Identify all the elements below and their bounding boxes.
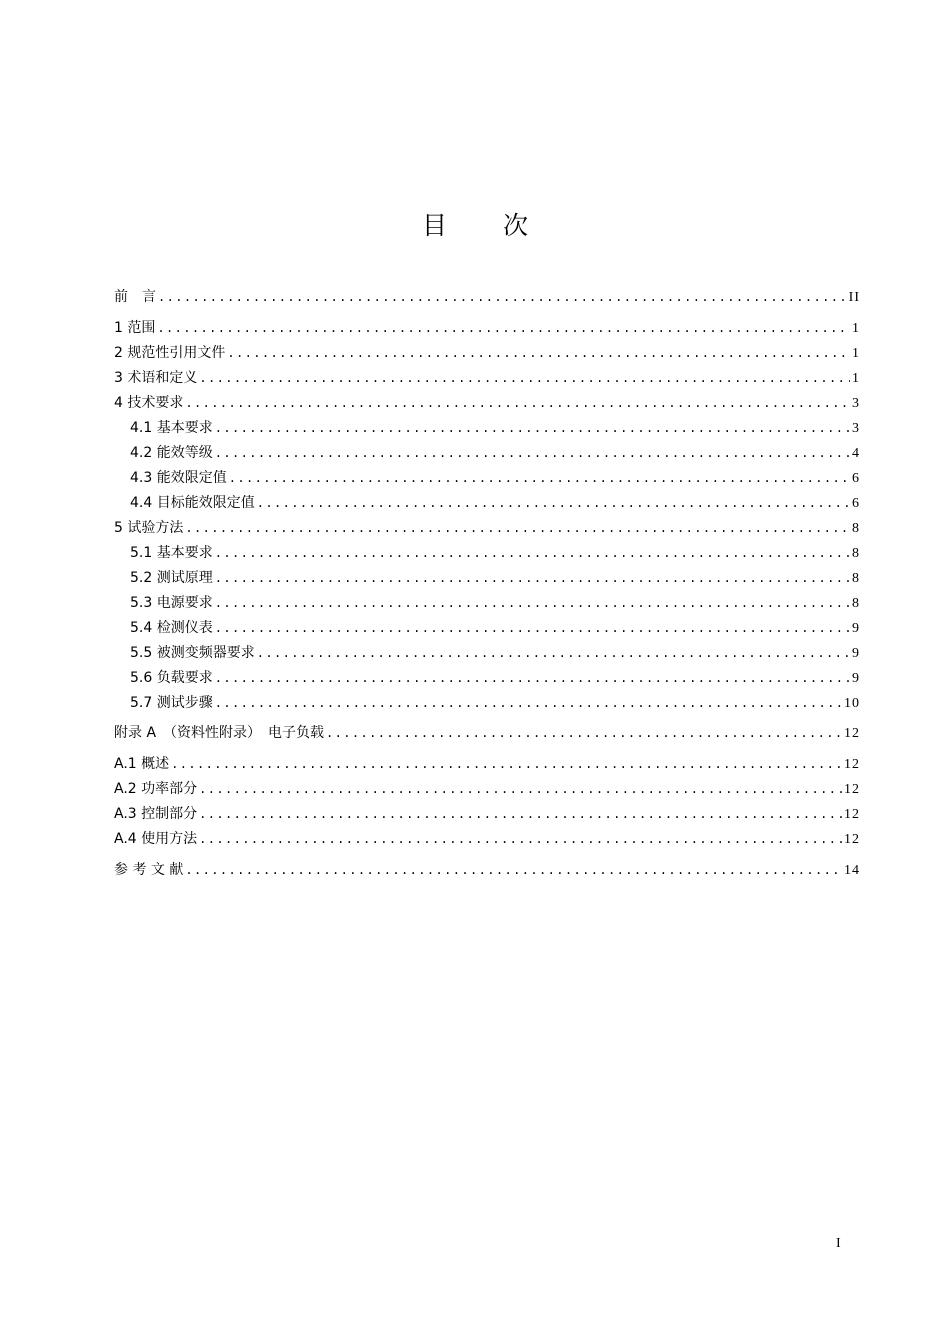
toc-entry-page: 6 bbox=[852, 471, 860, 486]
toc-entry-a-3[interactable] bbox=[114, 804, 860, 824]
toc-entry-4-3[interactable] bbox=[130, 468, 860, 488]
toc-leader-dots bbox=[215, 693, 842, 713]
toc-entry-label: 4.4 目标能效限定值 bbox=[130, 495, 255, 511]
toc-entry-a-2[interactable] bbox=[114, 779, 860, 799]
toc-leader-dots bbox=[257, 493, 850, 513]
toc-leader-dots bbox=[215, 418, 850, 438]
toc-entry-page: 3 bbox=[852, 396, 860, 411]
toc-entry-page: 9 bbox=[852, 646, 860, 661]
toc-leader-dots bbox=[185, 393, 850, 413]
toc-leader-dots bbox=[215, 543, 850, 563]
toc-entry-label: 3 术语和定义 bbox=[114, 370, 198, 386]
toc-entry-page: 9 bbox=[852, 621, 860, 636]
toc-entry-label: 参 考 文 献 bbox=[114, 862, 184, 878]
toc-leader-dots bbox=[157, 318, 850, 338]
toc-leader-dots bbox=[326, 723, 842, 743]
toc-entry-page: 8 bbox=[852, 571, 860, 586]
toc-entry-page: 12 bbox=[844, 807, 860, 822]
toc-entry-5-2[interactable] bbox=[130, 568, 860, 588]
toc-entry-label: 5.5 被测变频器要求 bbox=[130, 645, 255, 661]
toc-leader-dots bbox=[199, 829, 842, 849]
toc-entry-page: 1 bbox=[852, 346, 860, 361]
toc-entry-5-5[interactable] bbox=[130, 643, 860, 663]
toc-entry-page: 1 bbox=[852, 321, 860, 336]
toc-entry-label: 5.6 负载要求 bbox=[130, 670, 213, 686]
toc-entry-label: A.1 概述 bbox=[114, 756, 170, 772]
toc-leader-dots bbox=[158, 287, 847, 307]
toc-entry-5-1[interactable] bbox=[130, 543, 860, 563]
toc-entry-label: 1 范围 bbox=[114, 320, 156, 336]
toc-entry-5-3[interactable] bbox=[130, 593, 860, 613]
toc-entry-label: A.2 功率部分 bbox=[114, 781, 198, 797]
toc-leader-dots bbox=[227, 343, 850, 363]
toc-entry-4[interactable] bbox=[114, 393, 860, 413]
toc-leader-dots bbox=[199, 779, 842, 799]
toc-entry-page: 12 bbox=[844, 782, 860, 797]
toc-entry-a-4[interactable] bbox=[114, 829, 860, 849]
toc-entry-4-4[interactable] bbox=[130, 493, 860, 513]
toc-entry-page: 12 bbox=[844, 757, 860, 772]
toc-entry-label: 4 技术要求 bbox=[114, 395, 184, 411]
toc-entry-label: 4.2 能效等级 bbox=[130, 445, 213, 461]
toc-entry-3[interactable] bbox=[114, 368, 860, 388]
toc-entry-4-1[interactable] bbox=[130, 418, 860, 438]
toc-leader-dots bbox=[215, 618, 850, 638]
toc-entry-label: 5.3 电源要求 bbox=[130, 595, 213, 611]
toc-entry-page: 4 bbox=[852, 446, 860, 461]
toc-entry-label: 附录 A （资料性附录） 电子负载 bbox=[114, 725, 325, 741]
toc-entry-page: 6 bbox=[852, 496, 860, 511]
toc-entry-1[interactable] bbox=[114, 318, 860, 338]
toc-entry-page: 3 bbox=[852, 421, 860, 436]
toc-entry-label: 5 试验方法 bbox=[114, 520, 184, 536]
toc-entry-page: 8 bbox=[852, 546, 860, 561]
toc-entry-label: 前 言 bbox=[114, 289, 156, 305]
toc-entry-preface[interactable] bbox=[114, 287, 860, 307]
toc-leader-dots bbox=[185, 518, 850, 538]
toc-entry-references[interactable] bbox=[114, 860, 860, 880]
toc-entry-label: 5.2 测试原理 bbox=[130, 570, 213, 586]
toc-leader-dots bbox=[199, 804, 842, 824]
toc-entry-page: 8 bbox=[852, 521, 860, 536]
toc-entry-appendix-a[interactable] bbox=[114, 723, 860, 743]
toc-leader-dots bbox=[185, 860, 842, 880]
toc-entry-label: 4.1 基本要求 bbox=[130, 420, 213, 436]
toc-entry-label: 5.7 测试步骤 bbox=[130, 695, 213, 711]
toc-entry-page: 9 bbox=[852, 671, 860, 686]
toc-leader-dots bbox=[229, 468, 850, 488]
toc-entry-page: 14 bbox=[844, 863, 860, 878]
toc-entry-label: 2 规范性引用文件 bbox=[114, 345, 226, 361]
toc-entry-page: 8 bbox=[852, 596, 860, 611]
toc-entry-page: 12 bbox=[844, 726, 860, 741]
toc-entry-5-4[interactable] bbox=[130, 618, 860, 638]
toc-entry-label: A.3 控制部分 bbox=[114, 806, 198, 822]
page-title: 目 次 bbox=[422, 211, 552, 240]
toc-leader-dots bbox=[199, 368, 850, 388]
toc-entry-5[interactable] bbox=[114, 518, 860, 538]
toc-entry-label: 5.4 检测仪表 bbox=[130, 620, 213, 636]
toc-leader-dots bbox=[215, 668, 850, 688]
toc-entry-5-6[interactable] bbox=[130, 668, 860, 688]
page-number: I bbox=[836, 1236, 841, 1251]
toc-entry-page: II bbox=[848, 290, 860, 305]
toc-leader-dots bbox=[257, 643, 850, 663]
toc-leader-dots bbox=[171, 754, 842, 774]
toc-entry-label: 4.3 能效限定值 bbox=[130, 470, 227, 486]
toc-entry-label: A.4 使用方法 bbox=[114, 831, 198, 847]
toc-leader-dots bbox=[215, 593, 850, 613]
toc-entry-page: 12 bbox=[844, 832, 860, 847]
toc-entry-a-1[interactable] bbox=[114, 754, 860, 774]
toc-entry-page: 1 bbox=[852, 371, 860, 386]
toc-entry-5-7[interactable] bbox=[130, 693, 860, 713]
toc-entry-4-2[interactable] bbox=[130, 443, 860, 463]
toc-entry-page: 10 bbox=[844, 696, 860, 711]
toc-entry-label: 5.1 基本要求 bbox=[130, 545, 213, 561]
toc-leader-dots bbox=[215, 443, 850, 463]
toc-leader-dots bbox=[215, 568, 850, 588]
toc-entry-2[interactable] bbox=[114, 343, 860, 363]
